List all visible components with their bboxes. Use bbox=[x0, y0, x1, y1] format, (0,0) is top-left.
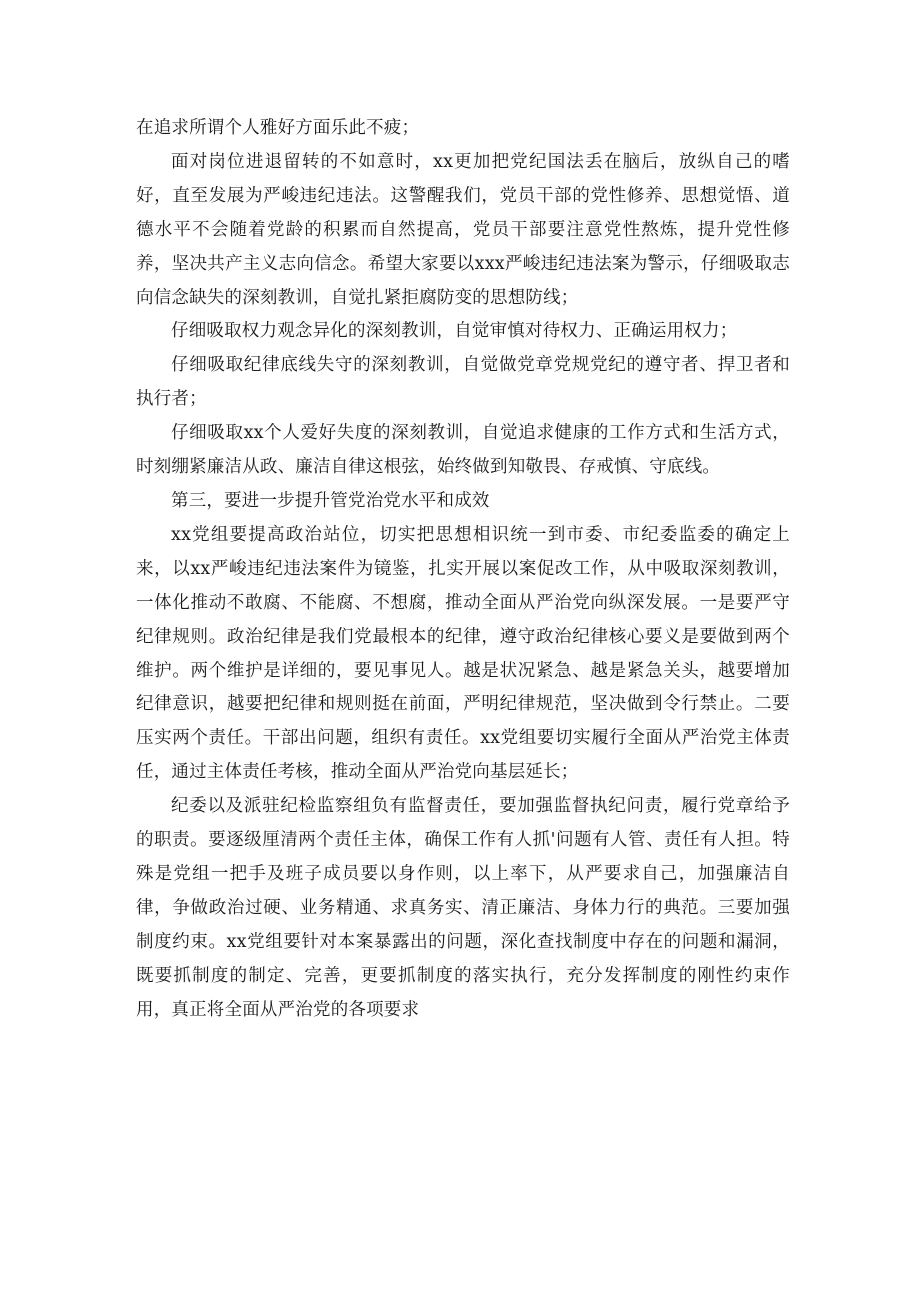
section-heading: 第三，要进一步提升管党治党水平和成效 bbox=[171, 490, 490, 511]
paragraph-7: 纪委以及派驻纪检监察组负有监督责任，要加强监督执纪问责，履行党章给予的职责。要逐级厘清两个责任主体，确保工作有人抓'问题有人管、责任有人担。特殊是党组一把手及班子成员要以身作则，以上率下，从严要求自己，加强廉洁自律，争做政治过硬、业务精通、求真务实、清正廉洁、身体力行的典范。三要加强制度约束。xx党组要针对本案暴露出的问题，深化查找制度中存在的问题和漏洞，既要抓制度的制定、完善，更要抓制度的落实执行，充分发挥制度的刚性约束作用，真正将全面从严治党的各项要求 bbox=[136, 796, 790, 1020]
paragraph-1: 在追求所谓个人雅好方面乐此不疲； bbox=[136, 118, 420, 138]
paragraph-5: 仔细吸取xx个人爱好失度的深刻教训，自觉追求健康的工作方式和生活方式，时刻绷紧廉洁从政、廉洁自律这根弦，始终做到知敬畏、存戒慎、守底线。 bbox=[136, 423, 790, 478]
document-body bbox=[136, 112, 790, 1027]
paragraph-6: xx党组要提高政治站位，切实把思想相识统一到市委、市纪委监委的确定上来，以xx严峻违纪违法案件为镜鉴，扎实开展以案促改工作，从中吸取深刻教训，一体化推动不敢腐、不能腐、不想腐，推动全面从严治党向纵深发展。一是要严守纪律规则。政治纪律是我们党最根本的纪律，遵守政治纪律核心要义是要做到两个维护。两个维护是详细的，要见事见人。越是状况紧急、越是紧急关头，越要增加纪律意识，越要把纪律和规则挺在前面，严明纪律规范，坚决做到令行禁止。二要压实两个责任。干部出问题，组织有责任。xx党组要切实履行全面从严治党主体责任，通过主体责任考核，推动全面从严治党向基层延长； bbox=[136, 524, 790, 783]
paragraph-4: 仔细吸取纪律底线失守的深刻教训，自觉做党章党规党纪的遵守者、捍卫者和执行者； bbox=[136, 355, 790, 410]
paragraph-3: 仔细吸取权力观念异化的深刻教训，自觉审慎对待权力、正确运用权力； bbox=[171, 321, 738, 342]
paragraph-2: 面对岗位进退留转的不如意时，xx更加把党纪国法丢在脑后，放纵自己的嗜好，直至发展为严峻违纪违法。这警醒我们，党员干部的党性修养、思想觉悟、道德水平不会随着党龄的积累而自然提高，党员干部要注意党性熬炼，提升党性修养，坚决共产主义志向信念。希望大家要以xxx严峻违纪违法案为警示，仔细吸取志向信念缺失的深刻教训，自觉扎紧拒腐防变的思想防线； bbox=[136, 151, 790, 308]
